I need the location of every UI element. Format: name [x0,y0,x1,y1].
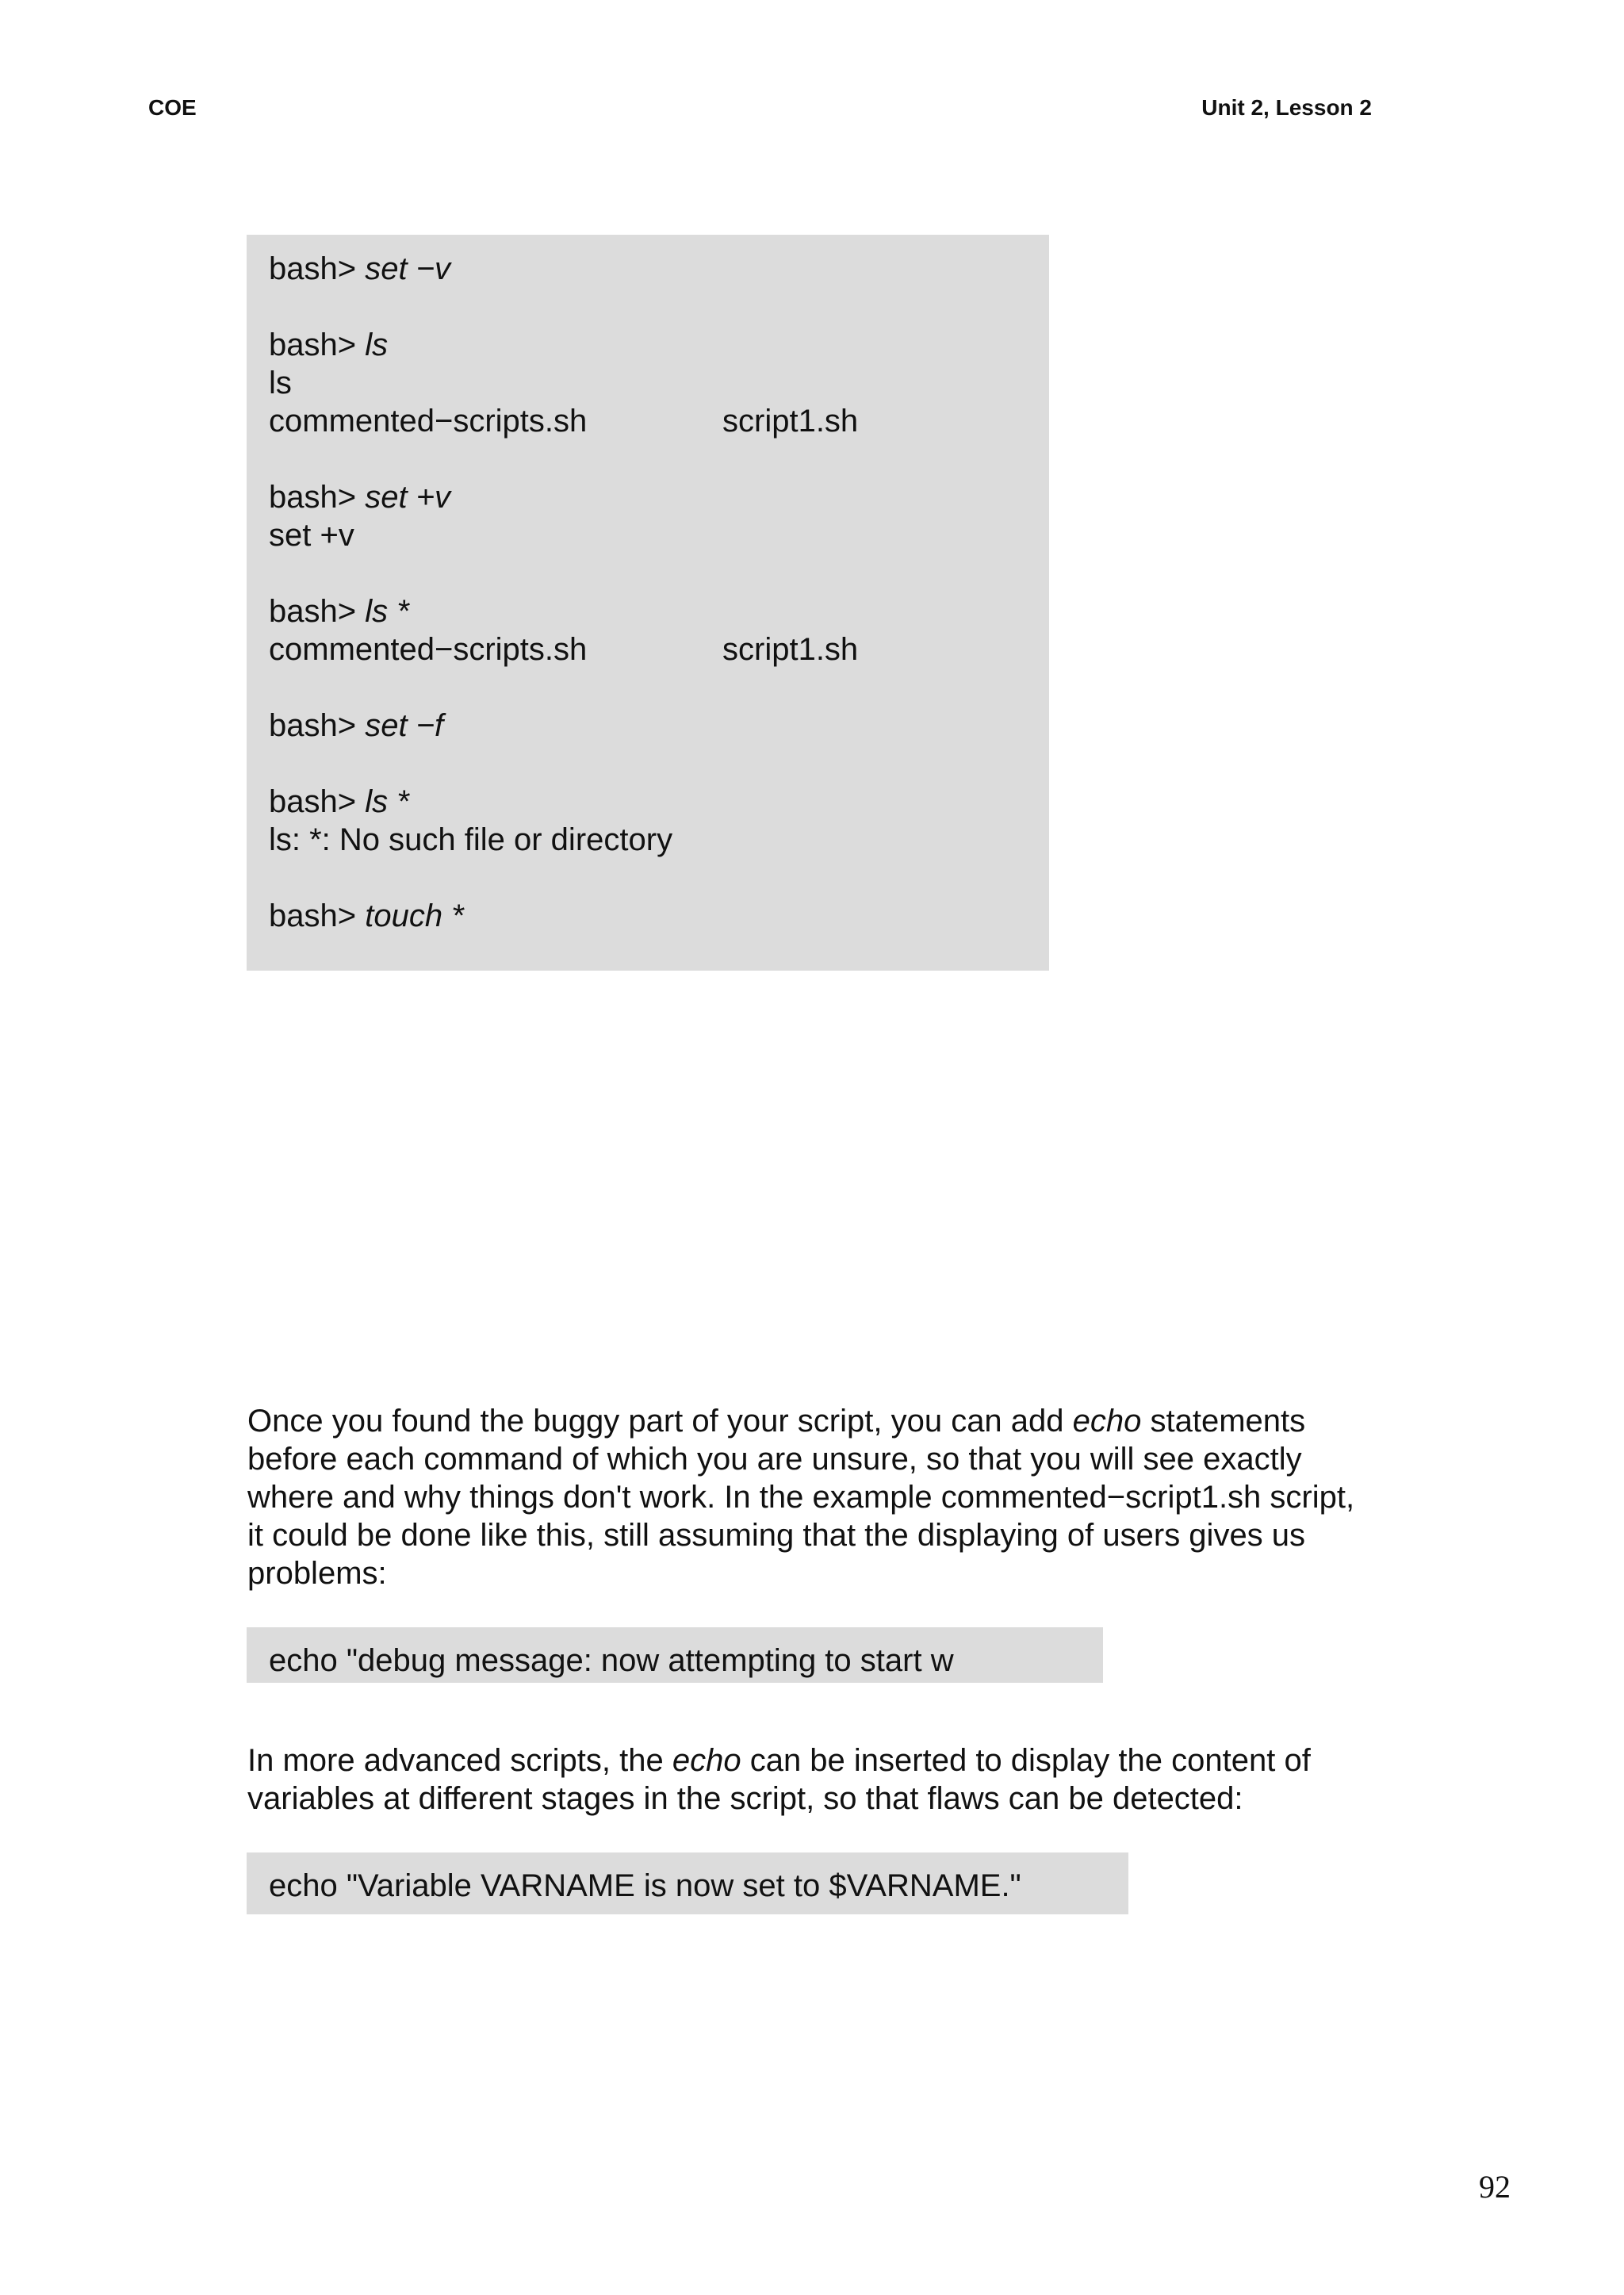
code-line: commented−scripts.sh script1.sh [269,404,859,439]
code-line: bash> set +v [269,480,451,515]
code-line: ls [269,366,292,400]
variable-echo-code-block [247,1852,1128,1914]
running-header-right: Unit 2, Lesson 2 [1201,95,1372,120]
page-number: 92 [1479,2169,1511,2205]
code-line: echo "debug message: now attempting to start w [269,1643,954,1678]
debug-echo-code-block [247,1627,1103,1683]
code-line: echo "Variable VARNAME is now set to $VARNAME." [269,1868,1021,1903]
body-paragraph-variables: In more advanced scripts, the echo can be inserted to display the content of variables at different stages in the script, so that flaws can be detected: [247,1743,1311,1816]
body-paragraph-echo-debug: Once you found the buggy part of your script, you can add echo statements before each command of which you are unsure, so that you will see exactly where and why things don't work. In the example commented−script1.sh script, it could be done like this, still assuming that the displaying of users gives us problems: [247,1404,1355,1591]
code-line: bash> set −f [269,708,444,743]
code-line: bash> ls * [269,594,409,629]
code-line: commented−scripts.sh script1.sh [269,632,859,667]
code-line: bash> set −v [269,251,451,286]
code-line: bash> touch * [269,898,464,933]
code-line: set +v [269,518,354,553]
running-header-left: COE [148,95,197,120]
terminal-example-block [247,235,1049,971]
code-line: bash> ls * [269,784,409,819]
code-line: bash> ls [269,328,389,362]
code-line: ls: *: No such file or directory [269,822,673,857]
